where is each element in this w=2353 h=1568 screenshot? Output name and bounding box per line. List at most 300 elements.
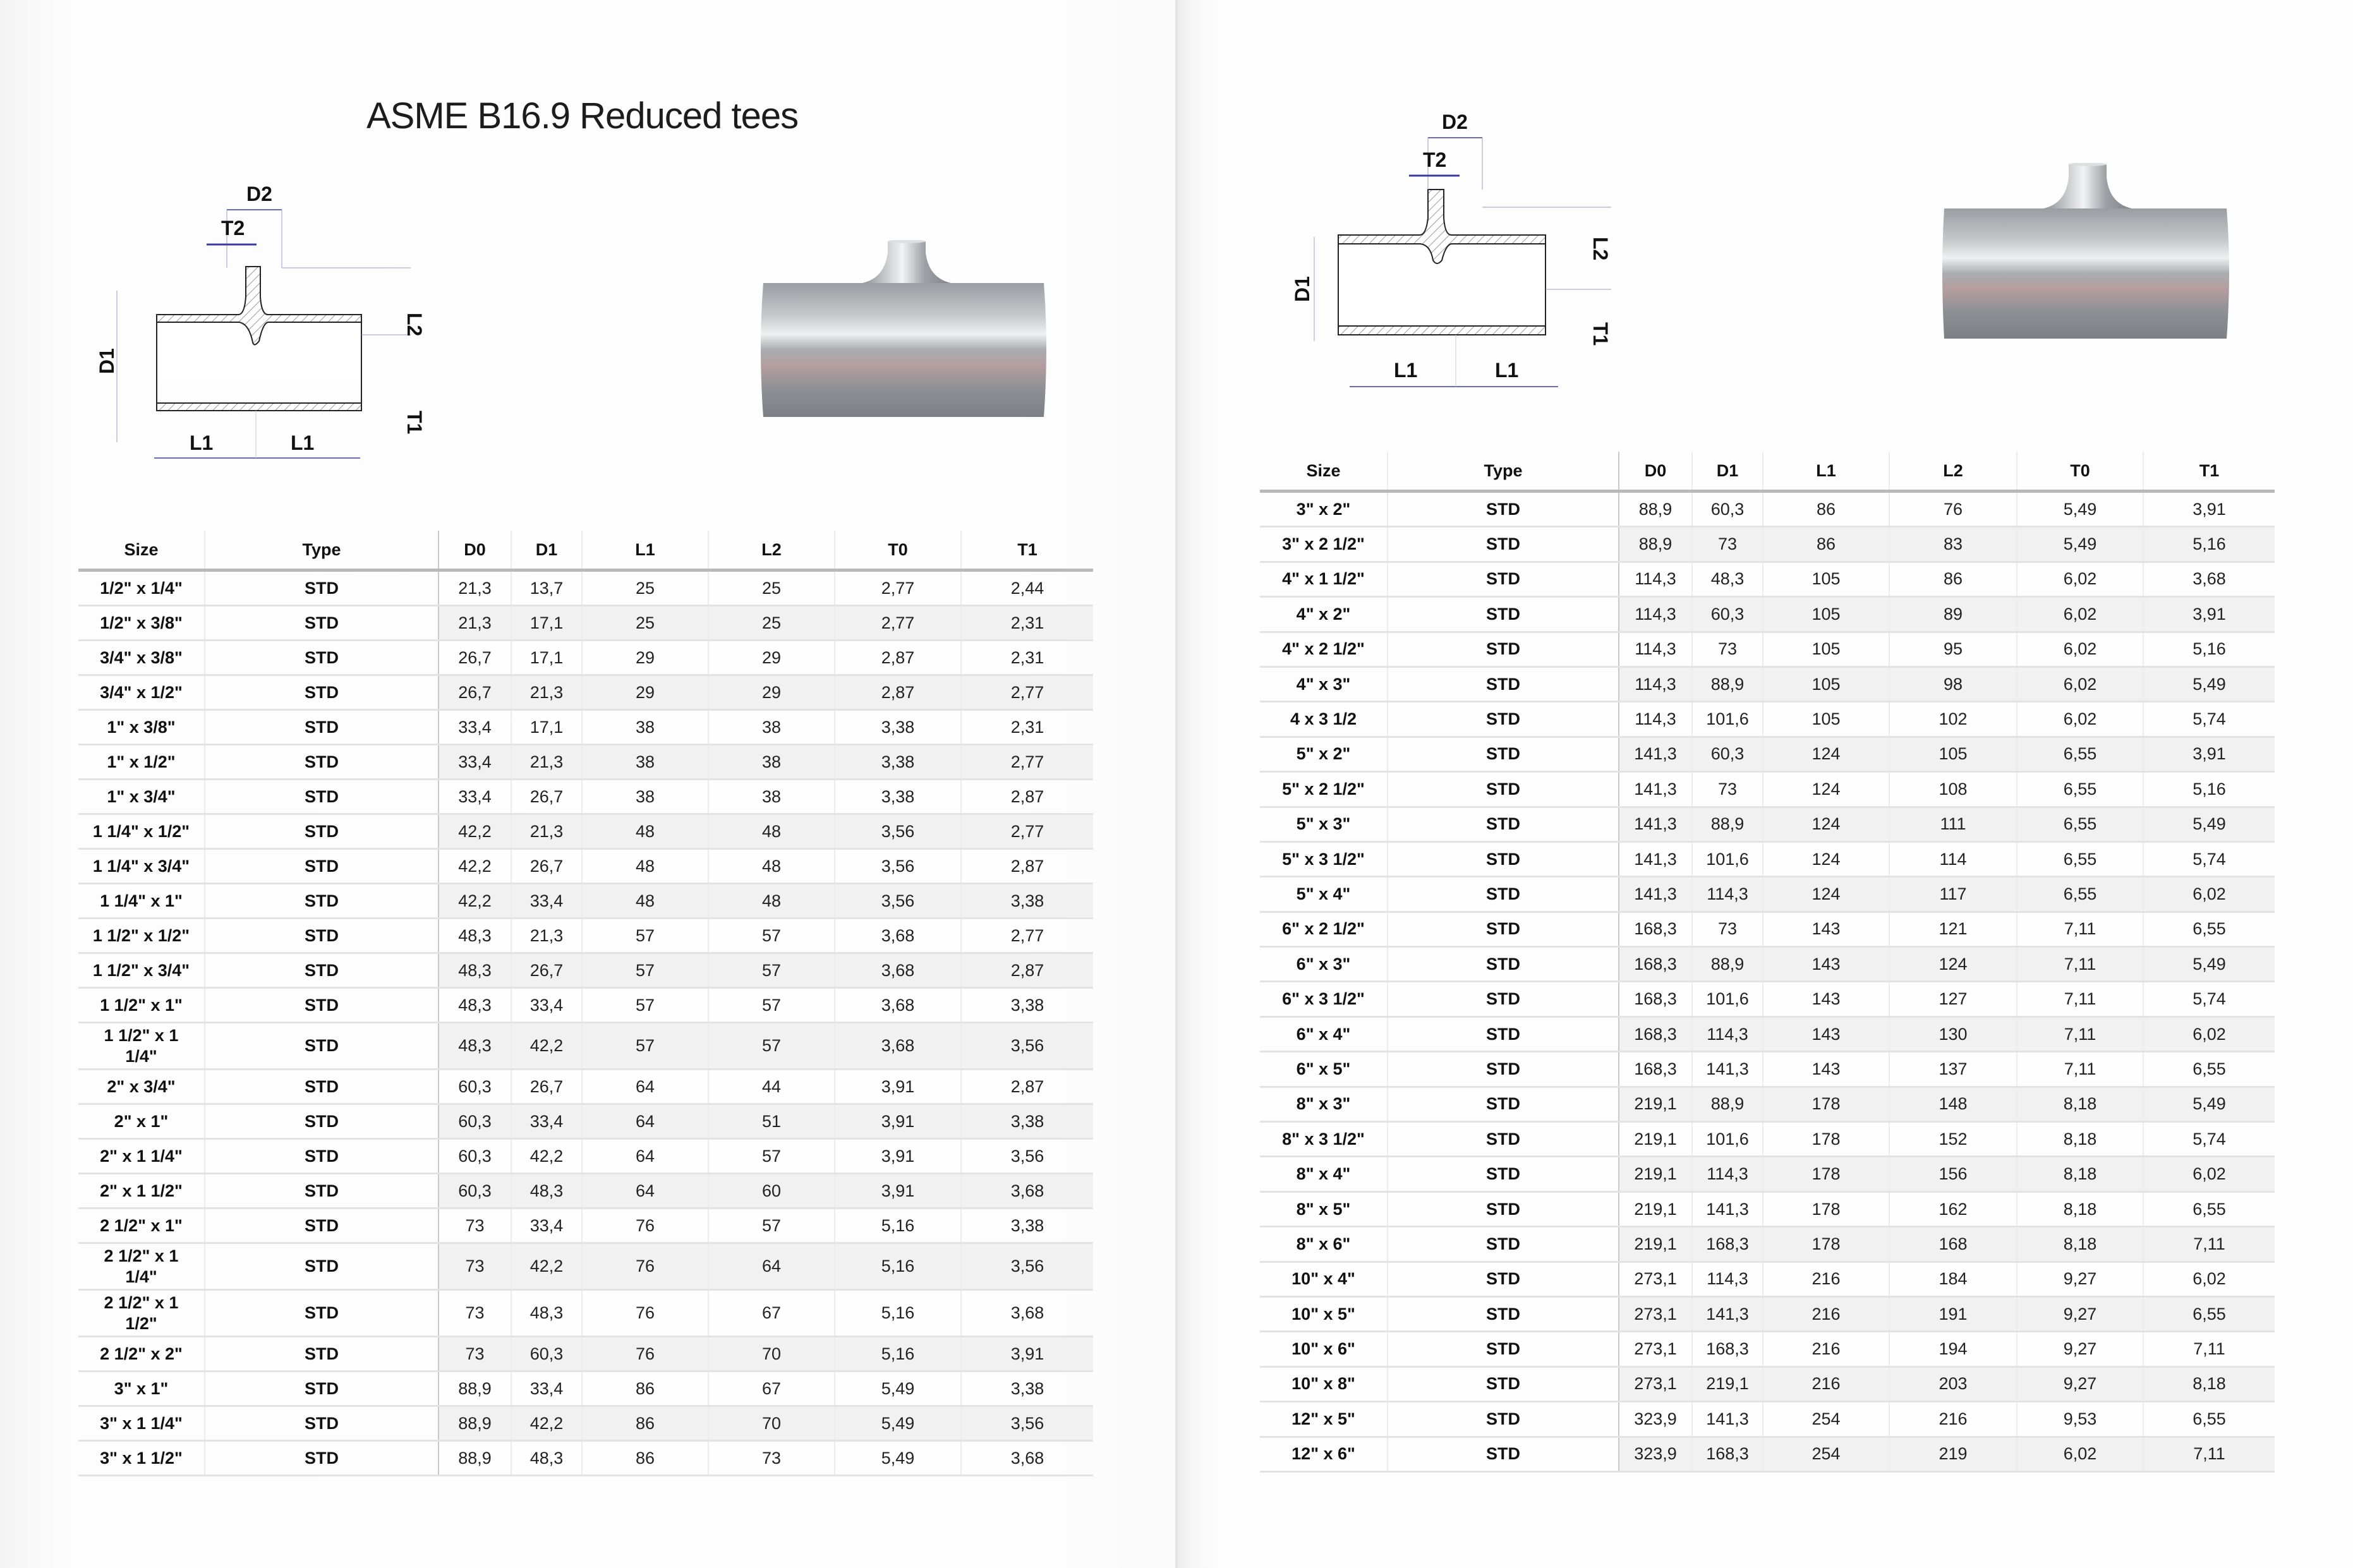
cell-d0: 114,3 [1619, 597, 1692, 632]
cell-d1: 60,3 [511, 1337, 582, 1372]
cell-l1: 38 [582, 745, 708, 780]
cell-l1: 124 [1763, 877, 1889, 912]
col-l2: L2 [708, 531, 835, 570]
cell-d1: 26,7 [511, 780, 582, 814]
cell-type: STD [1388, 527, 1619, 562]
tee-cross-section-icon [1270, 101, 1624, 398]
cell-l2: 114 [1889, 841, 2017, 876]
cell-size: 12" x 5" [1260, 1402, 1388, 1437]
cell-type: STD [205, 1406, 439, 1441]
label-l2: L2 [1589, 237, 1612, 261]
cell-t0: 3,56 [835, 849, 961, 884]
table-row [78, 570, 1093, 606]
cell-t1: 6,02 [2143, 1262, 2275, 1296]
cell-type: STD [205, 1337, 439, 1372]
cell-size: 5" x 4" [1260, 877, 1388, 912]
cell-l1: 105 [1763, 666, 1889, 701]
cell-l2: 98 [1889, 666, 2017, 701]
cell-t1: 5,74 [2143, 702, 2275, 737]
cell-t0: 6,02 [2017, 562, 2143, 596]
cell-d1: 168,3 [1692, 1227, 1763, 1262]
cell-l1: 216 [1763, 1296, 1889, 1331]
table-row [1260, 666, 2275, 701]
cell-l2: 29 [708, 641, 835, 675]
cell-l2: 25 [708, 606, 835, 641]
cell-type: STD [205, 1070, 439, 1104]
cell-d1: 114,3 [1692, 1262, 1763, 1296]
table-row [78, 1243, 1093, 1290]
cell-d1: 88,9 [1692, 666, 1763, 701]
table-row [1260, 1332, 2275, 1366]
cell-type: STD [1388, 1016, 1619, 1051]
cell-l1: 38 [582, 710, 708, 745]
cell-l1: 254 [1763, 1402, 1889, 1437]
cell-l2: 152 [1889, 1122, 2017, 1157]
cell-l2: 38 [708, 780, 835, 814]
cell-d1: 33,4 [511, 988, 582, 1023]
cell-l1: 64 [582, 1139, 708, 1174]
cell-d0: 42,2 [439, 814, 511, 849]
cell-d1: 141,3 [1692, 1052, 1763, 1087]
table-row [78, 953, 1093, 988]
table-row [78, 919, 1093, 953]
cell-t1: 3,38 [961, 988, 1093, 1023]
cell-t0: 3,38 [835, 780, 961, 814]
cell-t1: 5,49 [2143, 1087, 2275, 1121]
cell-t1: 3,56 [961, 1023, 1093, 1070]
cell-d0: 323,9 [1619, 1437, 1692, 1471]
cell-type: STD [1388, 1087, 1619, 1121]
cell-type: STD [205, 641, 439, 675]
cell-d0: 26,7 [439, 675, 511, 710]
cell-d0: 168,3 [1619, 1052, 1692, 1087]
cell-t1: 8,18 [2143, 1366, 2275, 1401]
table-row [78, 1406, 1093, 1441]
col-t1: T1 [2143, 452, 2275, 492]
table-row [78, 1104, 1093, 1139]
cell-l1: 29 [582, 675, 708, 710]
cell-size: 2 1/2" x 1 1/2" [78, 1290, 205, 1337]
cell-type: STD [205, 1104, 439, 1139]
label-l1-right: L1 [1495, 359, 1519, 382]
cell-type: STD [1388, 1227, 1619, 1262]
table-row [78, 606, 1093, 641]
cell-type: STD [1388, 772, 1619, 807]
cell-t1: 2,31 [961, 710, 1093, 745]
cell-type: STD [1388, 666, 1619, 701]
cell-size: 8" x 5" [1260, 1191, 1388, 1226]
cell-size: 1" x 3/8" [78, 710, 205, 745]
table-row [1260, 1087, 2275, 1121]
cell-d1: 101,6 [1692, 982, 1763, 1016]
cell-t0: 3,91 [835, 1139, 961, 1174]
label-l1-left: L1 [1394, 359, 1418, 382]
table-row [78, 1070, 1093, 1104]
cell-type: STD [1388, 877, 1619, 912]
right-tee-photo [1942, 163, 2233, 344]
cell-l2: 184 [1889, 1262, 2017, 1296]
cell-type: STD [1388, 737, 1619, 771]
cell-type: STD [205, 675, 439, 710]
cell-l2: 89 [1889, 597, 2017, 632]
left-dimension-table [78, 531, 1093, 1476]
cell-l1: 38 [582, 780, 708, 814]
table-row [78, 675, 1093, 710]
cell-l2: 86 [1889, 562, 2017, 596]
cell-size: 2" x 3/4" [78, 1070, 205, 1104]
cell-l2: 148 [1889, 1087, 2017, 1121]
cell-d0: 141,3 [1619, 877, 1692, 912]
table-row [1260, 1016, 2275, 1051]
cell-l2: 194 [1889, 1332, 2017, 1366]
cell-l1: 57 [582, 988, 708, 1023]
cell-l2: 102 [1889, 702, 2017, 737]
cell-d1: 168,3 [1692, 1437, 1763, 1471]
table-row [78, 849, 1093, 884]
label-t1: T1 [403, 411, 426, 435]
cell-t1: 2,77 [961, 745, 1093, 780]
cell-l2: 83 [1889, 527, 2017, 562]
cell-l1: 124 [1763, 807, 1889, 841]
cell-d1: 17,1 [511, 710, 582, 745]
table-row [78, 814, 1093, 849]
cell-size: 2" x 1 1/4" [78, 1139, 205, 1174]
cell-size: 5" x 3 1/2" [1260, 841, 1388, 876]
cell-d1: 26,7 [511, 1070, 582, 1104]
cell-l2: 124 [1889, 947, 2017, 982]
table-row [1260, 841, 2275, 876]
cell-d1: 48,3 [1692, 562, 1763, 596]
cell-size: 1 1/2" x 1 1/4" [78, 1023, 205, 1070]
cell-t1: 6,55 [2143, 1052, 2275, 1087]
cell-l1: 254 [1763, 1437, 1889, 1471]
cell-t1: 5,16 [2143, 632, 2275, 666]
cell-t1: 5,16 [2143, 527, 2275, 562]
cell-type: STD [205, 953, 439, 988]
cell-t1: 2,87 [961, 953, 1093, 988]
cell-type: STD [1388, 807, 1619, 841]
left-table-body [78, 570, 1093, 1476]
cell-d1: 60,3 [1692, 492, 1763, 527]
cell-type: STD [1388, 632, 1619, 666]
cell-t1: 3,68 [961, 1441, 1093, 1476]
cell-size: 2" x 1 1/2" [78, 1174, 205, 1209]
cell-t1: 5,49 [2143, 666, 2275, 701]
table-row [1260, 1052, 2275, 1087]
cell-t0: 3,56 [835, 884, 961, 919]
cell-d0: 141,3 [1619, 807, 1692, 841]
cell-size: 8" x 3 1/2" [1260, 1122, 1388, 1157]
cell-type: STD [205, 814, 439, 849]
cell-l2: 73 [708, 1441, 835, 1476]
cell-d0: 273,1 [1619, 1332, 1692, 1366]
table-row [1260, 527, 2275, 562]
cell-size: 10" x 8" [1260, 1366, 1388, 1401]
cell-l1: 143 [1763, 1052, 1889, 1087]
cell-l1: 216 [1763, 1366, 1889, 1401]
table-row [78, 1023, 1093, 1070]
table-row [78, 988, 1093, 1023]
cell-d0: 219,1 [1619, 1227, 1692, 1262]
cell-t0: 9,27 [2017, 1366, 2143, 1401]
cell-t0: 6,55 [2017, 772, 2143, 807]
col-d1: D1 [511, 531, 582, 570]
cell-type: STD [1388, 1296, 1619, 1331]
cell-size: 6" x 5" [1260, 1052, 1388, 1087]
right-dimension-table [1260, 452, 2275, 1473]
cell-l1: 76 [582, 1243, 708, 1290]
cell-l1: 25 [582, 570, 708, 606]
cell-d0: 114,3 [1619, 666, 1692, 701]
cell-t1: 3,91 [2143, 492, 2275, 527]
cell-size: 6" x 3" [1260, 947, 1388, 982]
cell-l1: 143 [1763, 947, 1889, 982]
cell-d0: 323,9 [1619, 1402, 1692, 1437]
cell-d1: 17,1 [511, 641, 582, 675]
cell-t1: 5,74 [2143, 982, 2275, 1016]
cell-t0: 5,49 [835, 1406, 961, 1441]
col-size: Size [1260, 452, 1388, 492]
cell-d0: 42,2 [439, 849, 511, 884]
cell-l1: 64 [582, 1174, 708, 1209]
cell-d0: 60,3 [439, 1104, 511, 1139]
cell-d0: 73 [439, 1243, 511, 1290]
table-row [1260, 1157, 2275, 1191]
cell-t0: 3,38 [835, 710, 961, 745]
table-row [78, 1174, 1093, 1209]
cell-size: 4" x 3" [1260, 666, 1388, 701]
cell-t1: 3,38 [961, 884, 1093, 919]
cell-size: 2 1/2" x 1 1/4" [78, 1243, 205, 1290]
cell-type: STD [1388, 492, 1619, 527]
cell-d1: 21,3 [511, 745, 582, 780]
cell-t1: 3,68 [961, 1174, 1093, 1209]
cell-d1: 168,3 [1692, 1332, 1763, 1366]
cell-d0: 114,3 [1619, 702, 1692, 737]
table-row [1260, 772, 2275, 807]
cell-size: 8" x 4" [1260, 1157, 1388, 1191]
cell-t1: 2,77 [961, 814, 1093, 849]
cell-t1: 6,02 [2143, 877, 2275, 912]
cell-l2: 117 [1889, 877, 2017, 912]
cell-size: 1 1/2" x 3/4" [78, 953, 205, 988]
cell-t1: 3,38 [961, 1104, 1093, 1139]
cell-t1: 6,02 [2143, 1157, 2275, 1191]
cell-size: 1 1/2" x 1/2" [78, 919, 205, 953]
cell-type: STD [1388, 1402, 1619, 1437]
cell-type: STD [1388, 1366, 1619, 1401]
cell-type: STD [1388, 1262, 1619, 1296]
cell-size: 2 1/2" x 2" [78, 1337, 205, 1372]
cell-d1: 26,7 [511, 849, 582, 884]
table-row [1260, 1262, 2275, 1296]
table-row [1260, 1437, 2275, 1471]
tee-cross-section-icon [88, 177, 442, 480]
cell-d1: 88,9 [1692, 947, 1763, 982]
table-row [78, 745, 1093, 780]
reduced-tee-photo-icon [758, 240, 1049, 420]
cell-type: STD [1388, 1437, 1619, 1471]
cell-t0: 3,68 [835, 919, 961, 953]
table-row [78, 1209, 1093, 1243]
cell-d0: 219,1 [1619, 1191, 1692, 1226]
cell-l1: 48 [582, 849, 708, 884]
cell-t1: 7,11 [2143, 1227, 2275, 1262]
cell-d0: 88,9 [439, 1406, 511, 1441]
label-l1-left: L1 [190, 431, 214, 454]
cell-size: 3" x 1" [78, 1372, 205, 1406]
cell-size: 8" x 6" [1260, 1227, 1388, 1262]
cell-d0: 33,4 [439, 710, 511, 745]
table-row [1260, 1296, 2275, 1331]
cell-l2: 44 [708, 1070, 835, 1104]
cell-l2: 162 [1889, 1191, 2017, 1226]
cell-t0: 3,68 [835, 953, 961, 988]
cell-t1: 3,91 [2143, 737, 2275, 771]
cell-size: 1 1/4" x 1/2" [78, 814, 205, 849]
cell-size: 3" x 1 1/4" [78, 1406, 205, 1441]
cell-l2: 137 [1889, 1052, 2017, 1087]
cell-t0: 8,18 [2017, 1191, 2143, 1226]
cell-type: STD [1388, 1332, 1619, 1366]
cell-t0: 8,18 [2017, 1122, 2143, 1157]
cell-d0: 33,4 [439, 745, 511, 780]
cell-l1: 57 [582, 919, 708, 953]
cell-l1: 143 [1763, 982, 1889, 1016]
table-row [1260, 912, 2275, 946]
cell-d0: 48,3 [439, 1023, 511, 1070]
cell-size: 10" x 4" [1260, 1262, 1388, 1296]
cell-type: STD [205, 884, 439, 919]
label-l1-right: L1 [291, 431, 315, 454]
cell-l1: 86 [582, 1441, 708, 1476]
cell-t0: 2,87 [835, 675, 961, 710]
left-tee-diagram [88, 177, 442, 480]
cell-l1: 86 [582, 1372, 708, 1406]
cell-d1: 13,7 [511, 570, 582, 606]
cell-l2: 70 [708, 1406, 835, 1441]
table-row [1260, 562, 2275, 596]
table-header-row [78, 531, 1093, 570]
cell-t0: 3,91 [835, 1104, 961, 1139]
cell-size: 3" x 1 1/2" [78, 1441, 205, 1476]
cell-size: 10" x 6" [1260, 1332, 1388, 1366]
cell-t0: 9,27 [2017, 1296, 2143, 1331]
cell-d1: 33,4 [511, 1209, 582, 1243]
cell-t0: 3,68 [835, 988, 961, 1023]
cell-size: 3" x 2" [1260, 492, 1388, 527]
cell-l1: 105 [1763, 632, 1889, 666]
cell-l1: 105 [1763, 597, 1889, 632]
right-table-body [1260, 492, 2275, 1472]
cell-d1: 219,1 [1692, 1366, 1763, 1401]
table-row [78, 884, 1093, 919]
cell-t0: 9,53 [2017, 1402, 2143, 1437]
cell-l1: 143 [1763, 912, 1889, 946]
table-row [78, 780, 1093, 814]
table-row [1260, 737, 2275, 771]
cell-size: 6" x 3 1/2" [1260, 982, 1388, 1016]
cell-size: 4" x 2 1/2" [1260, 632, 1388, 666]
table-row [78, 710, 1093, 745]
cell-d1: 26,7 [511, 953, 582, 988]
cell-size: 2 1/2" x 1" [78, 1209, 205, 1243]
cell-d0: 88,9 [1619, 527, 1692, 562]
book-spine [1175, 0, 1178, 1568]
cell-type: STD [205, 1023, 439, 1070]
label-d1: D1 [1291, 276, 1314, 302]
cell-t1: 7,11 [2143, 1437, 2275, 1471]
cell-l2: 60 [708, 1174, 835, 1209]
cell-type: STD [205, 1441, 439, 1476]
cell-t0: 5,16 [835, 1337, 961, 1372]
cell-t1: 2,44 [961, 570, 1093, 606]
cell-l2: 95 [1889, 632, 2017, 666]
cell-t0: 5,49 [2017, 492, 2143, 527]
cell-d1: 48,3 [511, 1174, 582, 1209]
table-row [78, 1372, 1093, 1406]
cell-l2: 105 [1889, 737, 2017, 771]
reduced-tee-photo-icon [1942, 163, 2233, 341]
cell-l2: 156 [1889, 1157, 2017, 1191]
cell-d1: 42,2 [511, 1406, 582, 1441]
cell-t0: 7,11 [2017, 947, 2143, 982]
cell-l2: 57 [708, 953, 835, 988]
cell-size: 2" x 1" [78, 1104, 205, 1139]
cell-t0: 6,02 [2017, 597, 2143, 632]
cell-d1: 33,4 [511, 1104, 582, 1139]
label-d1: D1 [95, 348, 118, 374]
cell-l1: 124 [1763, 772, 1889, 807]
cell-l2: 70 [708, 1337, 835, 1372]
cell-size: 4" x 1 1/2" [1260, 562, 1388, 596]
cell-t1: 3,68 [2143, 562, 2275, 596]
cell-l1: 25 [582, 606, 708, 641]
cell-t1: 3,91 [2143, 597, 2275, 632]
table-row [1260, 492, 2275, 527]
cell-l2: 67 [708, 1290, 835, 1337]
cell-t0: 9,27 [2017, 1332, 2143, 1366]
cell-t1: 5,74 [2143, 1122, 2275, 1157]
cell-t0: 7,11 [2017, 982, 2143, 1016]
cell-d1: 60,3 [1692, 737, 1763, 771]
cell-l1: 124 [1763, 841, 1889, 876]
cell-l2: 57 [708, 1023, 835, 1070]
cell-type: STD [1388, 947, 1619, 982]
document-title: ASME B16.9 Reduced tees [366, 95, 799, 136]
cell-d1: 114,3 [1692, 877, 1763, 912]
cell-d1: 101,6 [1692, 841, 1763, 876]
cell-d0: 168,3 [1619, 1016, 1692, 1051]
cell-d1: 33,4 [511, 1372, 582, 1406]
table-row [1260, 947, 2275, 982]
cell-d1: 73 [1692, 772, 1763, 807]
cell-t1: 3,68 [961, 1290, 1093, 1337]
cell-d1: 17,1 [511, 606, 582, 641]
table-row [1260, 632, 2275, 666]
col-d1: D1 [1692, 452, 1763, 492]
cell-l1: 76 [582, 1337, 708, 1372]
cell-size: 1/2" x 3/8" [78, 606, 205, 641]
label-d2: D2 [246, 183, 272, 205]
cell-l1: 48 [582, 814, 708, 849]
cell-d0: 21,3 [439, 606, 511, 641]
cell-type: STD [1388, 912, 1619, 946]
cell-l2: 57 [708, 919, 835, 953]
cell-type: STD [205, 780, 439, 814]
cell-type: STD [1388, 1122, 1619, 1157]
cell-size: 1 1/4" x 1" [78, 884, 205, 919]
